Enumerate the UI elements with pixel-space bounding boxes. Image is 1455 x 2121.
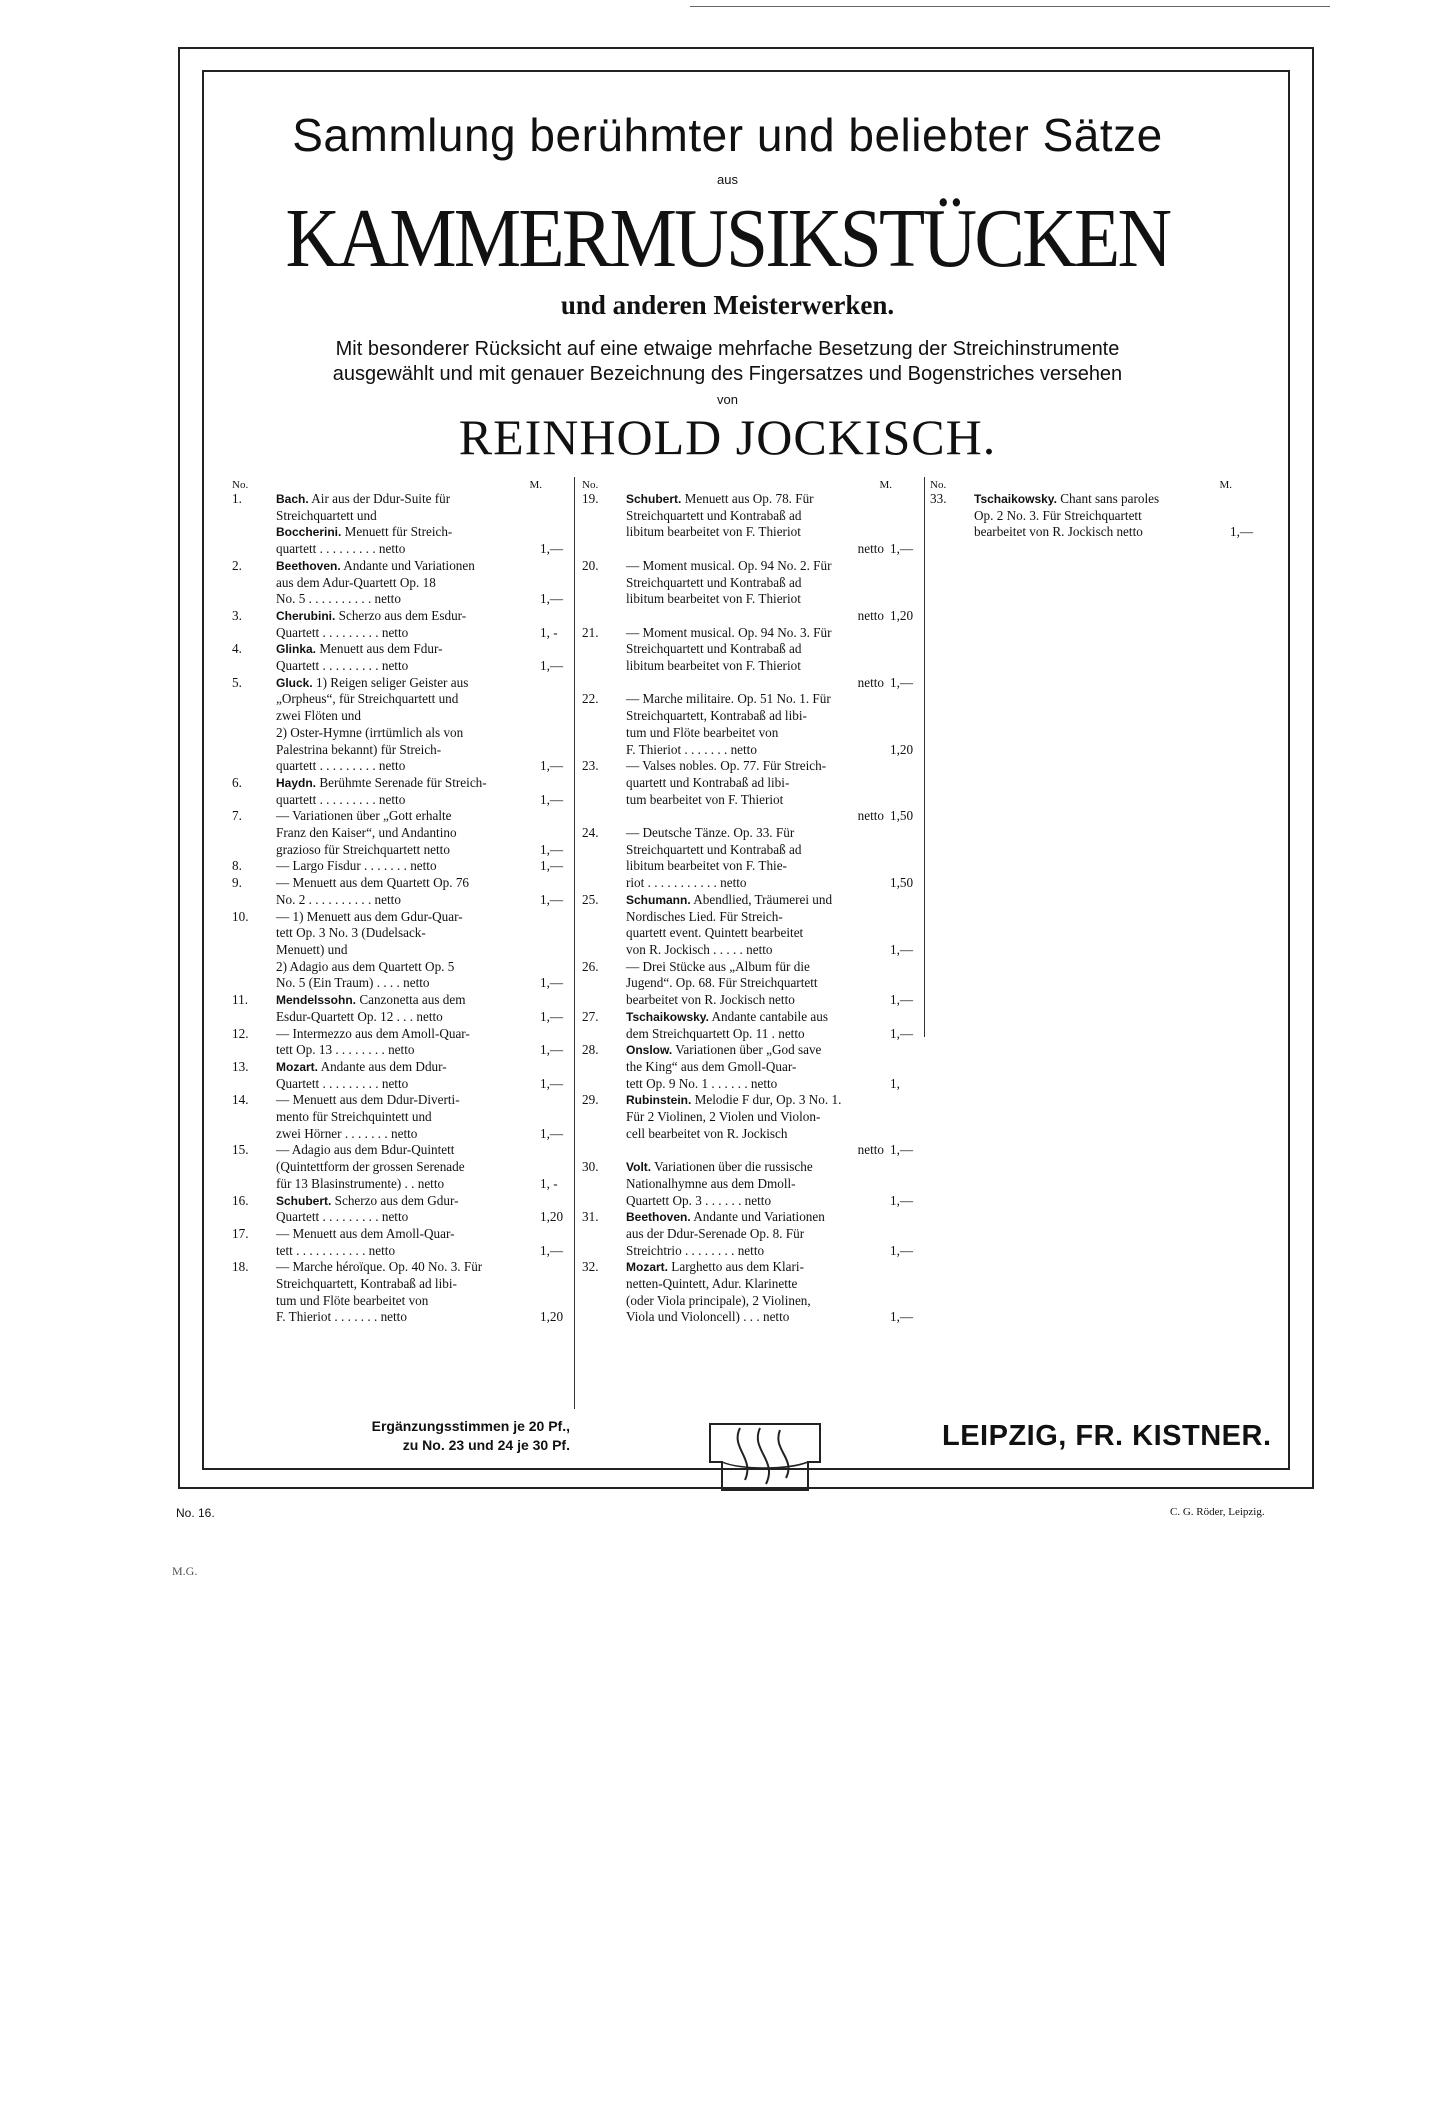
catalog-entry (582, 691, 922, 758)
entry-price: 1,— (540, 891, 564, 907)
entry-number: 20. (582, 557, 599, 573)
entry-description (276, 808, 534, 858)
top-edge-line (690, 6, 1330, 7)
catalog-entry (582, 558, 922, 625)
entry-line: Boccherini. Menuett für Streich- (276, 524, 453, 540)
composer-name: Beethoven. (626, 1210, 691, 1225)
entry-line: — Marche héroïque. Op. 40 No. 3. Für (276, 1259, 483, 1275)
entry-line: Streichquartett, Kontrabaß ad libi- (276, 1276, 457, 1292)
entry-price: 1,20 (540, 1209, 564, 1225)
catalog-entry (582, 825, 922, 892)
entry-price: 1,— (540, 1042, 564, 1058)
entry-description (276, 1092, 534, 1142)
entry-line: tett Op. 9 No. 1 . . . . . . netto (626, 1075, 778, 1091)
entry-number: 4. (232, 641, 242, 657)
entry-line: — Menuett aus dem Ddur-Diverti- (276, 1092, 460, 1108)
entry-list (930, 491, 1262, 541)
entry-line: Nordisches Lied. Für Streich- (626, 908, 783, 924)
catalog-entry (232, 608, 572, 641)
entry-line: Gluck. 1) Reigen seliger Geister aus (276, 674, 469, 690)
composer-name: Tschaikowsky. (626, 1009, 709, 1024)
entry-line: aus dem Adur-Quartett Op. 18 (276, 574, 436, 590)
entry-line: quartett event. Quintett bearbeitet (626, 925, 804, 941)
entry-line: mento für Streichquintett und (276, 1109, 432, 1125)
entry-price: 1,— (540, 791, 564, 807)
entry-line: — Menuett aus dem Quartett Op. 76 (276, 875, 470, 891)
entry-line: von R. Jockisch . . . . . netto (626, 941, 773, 957)
entry-line: — Menuett aus dem Amoll-Quar- (276, 1225, 455, 1241)
catalog-entry (232, 909, 572, 993)
entry-price: 1,— (890, 1309, 914, 1325)
catalog-entry (232, 1059, 572, 1092)
entry-line: Quartett . . . . . . . . . netto (276, 658, 409, 674)
catalog-entry (232, 641, 572, 674)
entry-line: Streichquartett und (276, 507, 377, 523)
stray-mark: M.G. (172, 1564, 198, 1578)
column-divider (924, 477, 925, 1037)
composer-name: Mozart. (626, 1260, 668, 1275)
entry-line: (Quintettform der grossen Serenade (276, 1159, 465, 1175)
catalog-entry (582, 1209, 922, 1259)
entry-number: 18. (232, 1259, 249, 1275)
entry-line: dem Streichquartett Op. 11 . netto (626, 1025, 805, 1041)
entry-price: 1, - (540, 1175, 558, 1191)
entry-line: bearbeitet von R. Jockisch netto (626, 992, 795, 1008)
entry-price: 1,— (540, 591, 564, 607)
column-header (930, 477, 1262, 491)
catalog-entry (232, 1193, 572, 1226)
entry-price: 1,— (540, 841, 564, 857)
catalog-entry (232, 491, 572, 558)
entry-line: riot . . . . . . . . . . . netto (626, 875, 747, 891)
catalog-entry (582, 1092, 922, 1159)
entry-line: — Variationen über „Gott erhalte (276, 808, 452, 824)
entry-number: 14. (232, 1092, 249, 1108)
entry-description (626, 1092, 884, 1159)
entry-description (626, 491, 884, 558)
entry-price: 1,— (890, 1192, 914, 1208)
entry-line: Rubinstein. Melodie F dur, Op. 3 No. 1. (626, 1092, 842, 1108)
composer-name: Volt. (626, 1160, 652, 1175)
entry-line: tett . . . . . . . . . . . netto (276, 1242, 396, 1258)
entry-number: 29. (582, 1092, 599, 1108)
entry-description (276, 1226, 534, 1259)
entry-line: Mozart. Larghetto aus dem Klari- (626, 1259, 804, 1275)
entry-description (276, 1193, 534, 1226)
catalog-entry (232, 1026, 572, 1059)
entry-line: — Adagio aus dem Bdur-Quintett (276, 1142, 455, 1158)
entry-number: 11. (232, 992, 248, 1008)
catalog-entry (930, 491, 1262, 541)
composer-name: Tschaikowsky. (974, 492, 1057, 506)
catalog-entry (232, 808, 572, 858)
composer-name: Onslow. (626, 1043, 673, 1058)
description-line-2: ausgewählt und mit genauer Bezeichnung des Fingersatzes und Bogenstriches versehen (332, 363, 1123, 385)
entry-price: 1,50 (890, 875, 914, 891)
catalog-entry (582, 892, 922, 959)
entry-line: cell bearbeitet von R. Jockisch (626, 1125, 788, 1141)
entry-line: 2) Oster-Hymne (irrtümlich als von (276, 724, 464, 740)
entry-line: Onslow. Variationen über „God save (626, 1042, 822, 1058)
entry-line: — Valses nobles. Op. 77. Für Streich- (626, 758, 827, 774)
entry-description (276, 558, 534, 608)
entry-description (626, 1209, 884, 1259)
entry-description (276, 858, 534, 875)
entry-description (276, 875, 534, 908)
entry-number: 26. (582, 958, 599, 974)
entry-line: the King“ aus dem Gmoll-Quar- (626, 1058, 797, 1074)
composer-name: Boccherini. (276, 525, 342, 540)
entry-number: 7. (232, 808, 242, 824)
column-header (582, 477, 922, 491)
entry-description (276, 909, 534, 993)
entry-description (276, 491, 534, 558)
entry-line: — Largo Fisdur . . . . . . . netto (276, 858, 437, 874)
entry-line: — Drei Stücke aus „Album für die (626, 958, 810, 974)
entry-price: 1,50 (890, 808, 914, 824)
entry-price: 1,— (890, 541, 914, 557)
entry-number: 30. (582, 1159, 599, 1175)
entry-line: 2) Adagio aus dem Quartett Op. 5 (276, 958, 455, 974)
entry-line: Op. 2 No. 3. Für Streichquartett (974, 507, 1142, 523)
catalog-column-3 (930, 477, 1262, 541)
header-m: M. (879, 479, 892, 491)
printer-credit: C. G. Röder, Leipzig. (1170, 1506, 1265, 1518)
entry-number: 31. (582, 1209, 599, 1225)
entry-line: bearbeitet von R. Jockisch netto (974, 524, 1143, 540)
entry-description (276, 1059, 534, 1092)
entry-line: Tschaikowsky. Chant sans paroles (974, 491, 1160, 506)
entry-price: 1,— (540, 1008, 564, 1024)
entry-description (276, 608, 534, 641)
catalog-entry (582, 1159, 922, 1209)
entry-number: 12. (232, 1025, 249, 1041)
supplement-note-line-2: zu No. 23 und 24 je 30 Pf. (402, 1437, 570, 1453)
entry-line: zwei Flöten und (276, 708, 361, 724)
main-title: KAMMERMUSIKSTÜCKEN (285, 192, 1170, 285)
entry-line: — Moment musical. Op. 94 No. 3. Für (626, 624, 832, 640)
subtitle-secondary: und anderen Meisterwerken. (560, 290, 895, 320)
entry-price: 1,— (890, 674, 914, 690)
entry-line: Quartett Op. 3 . . . . . . netto (626, 1192, 772, 1208)
supplement-note-line-1: Ergänzungsstimmen je 20 Pf., (371, 1418, 570, 1434)
entry-line: Quartett . . . . . . . . . netto (276, 1075, 409, 1091)
entry-number: 5. (232, 674, 242, 690)
column-header (232, 477, 572, 491)
entry-line: No. 5 (Ein Traum) . . . . netto (276, 975, 430, 991)
entry-line: Für 2 Violinen, 2 Violen und Violon- (626, 1109, 821, 1125)
entry-line: Mozart. Andante aus dem Ddur- (276, 1058, 447, 1074)
entry-description (626, 1042, 884, 1092)
entry-number: 32. (582, 1259, 599, 1275)
entry-line: Schumann. Abendlied, Träumerei und (626, 891, 833, 907)
entry-line: netto (857, 674, 884, 690)
entry-line: aus der Ddur-Serenade Op. 8. Für (626, 1225, 805, 1241)
entry-description (626, 625, 884, 692)
entry-price: 1,— (540, 975, 564, 991)
entry-list (582, 491, 922, 1326)
entry-line: für 13 Blasinstrumente) . . netto (276, 1175, 445, 1191)
entry-price: 1, - (540, 624, 558, 640)
composer-name: Schubert. (276, 1193, 332, 1208)
catalog-entry (232, 775, 572, 808)
catalog-entry (232, 992, 572, 1025)
entry-line: Nationalhymne aus dem Dmoll- (626, 1175, 796, 1191)
header-m: M. (529, 479, 542, 491)
entry-price: 1,— (1230, 524, 1254, 540)
catalog-entry (232, 875, 572, 908)
entry-line: — Deutsche Tänze. Op. 33. Für (626, 825, 795, 841)
entry-number: 3. (232, 607, 242, 623)
entry-line: Haydn. Berühmte Serenade für Streich- (276, 774, 487, 790)
entry-description (276, 992, 534, 1025)
entry-number: 6. (232, 774, 242, 790)
entry-line: (oder Viola principale), 2 Violinen, (626, 1292, 811, 1308)
entry-description (626, 892, 884, 959)
entry-price: 1,— (890, 992, 914, 1008)
entry-price: 1,— (540, 1125, 564, 1141)
entry-line: netto (857, 1142, 884, 1158)
composer-name: Rubinstein. (626, 1093, 692, 1108)
entry-line: Mendelssohn. Canzonetta aus dem (276, 992, 466, 1008)
composer-name: Bach. (276, 492, 309, 506)
entry-number: 10. (232, 908, 249, 924)
entry-line: Beethoven. Andante und Variationen (276, 557, 475, 573)
entry-line: Tschaikowsky. Andante cantabile aus (626, 1008, 828, 1024)
entry-line: Streichquartett und Kontrabaß ad (626, 574, 802, 590)
entry-price: 1,— (890, 1142, 914, 1158)
entry-line: libitum bearbeitet von F. Thieriot (626, 591, 801, 607)
catalog-entry (582, 1009, 922, 1042)
entry-line: No. 2 . . . . . . . . . . netto (276, 891, 401, 907)
composer-name: Haydn. (276, 775, 317, 790)
entry-line: tett Op. 3 No. 3 (Dudelsack- (276, 925, 426, 941)
composer-name: Schubert. (626, 492, 682, 506)
entry-description (626, 558, 884, 625)
entry-number: 33. (930, 491, 947, 506)
entry-description (626, 1259, 884, 1326)
entry-line: Streichquartett, Kontrabaß ad libi- (626, 708, 807, 724)
author-name: REINHOLD JOCKISCH. (458, 409, 997, 465)
entry-number: 28. (582, 1042, 599, 1058)
entry-number: 21. (582, 624, 599, 640)
entry-line: quartett . . . . . . . . . netto (276, 758, 406, 774)
entry-line: Cherubini. Scherzo aus dem Esdur- (276, 607, 467, 623)
entry-number: 27. (582, 1008, 599, 1024)
entry-line: F. Thieriot . . . . . . . netto (276, 1309, 407, 1325)
entry-line: Streichquartett und Kontrabaß ad (626, 507, 802, 523)
catalog-column-2 (582, 477, 922, 1326)
entry-number: 19. (582, 491, 599, 506)
catalog-entry (232, 1092, 572, 1142)
entry-line: libitum bearbeitet von F. Thieriot (626, 658, 801, 674)
entry-line: Quartett . . . . . . . . . netto (276, 1209, 409, 1225)
entry-line: Palestrina bekannt) für Streich- (276, 741, 442, 757)
catalog-entry (582, 491, 922, 558)
entry-line: Menuett) und (276, 941, 348, 957)
entry-line: netto (857, 808, 884, 824)
catalog-entry (232, 558, 572, 608)
entry-description (276, 1259, 534, 1326)
entry-description (626, 1009, 884, 1042)
entry-line: tum und Flöte bearbeitet von (276, 1292, 429, 1308)
entry-line: — 1) Menuett aus dem Gdur-Quar- (276, 908, 463, 924)
catalog-entry (232, 858, 572, 875)
catalog-entry (232, 1226, 572, 1259)
entry-number: 9. (232, 875, 242, 891)
entry-line: Franz den Kaiser“, und Andantino (276, 825, 457, 841)
entry-price: 1,— (890, 1025, 914, 1041)
entry-description (626, 959, 884, 1009)
description-line-1: Mit besonderer Rücksicht auf eine etwaige mehrfache Besetzung der Streichinstrumente (335, 338, 1120, 360)
entry-line: Schubert. Scherzo aus dem Gdur- (276, 1192, 459, 1208)
entry-description (626, 825, 884, 892)
header-no: No. (930, 479, 947, 491)
entry-description (276, 1026, 534, 1059)
catalog-entry (232, 675, 572, 775)
entry-price: 1,— (540, 658, 564, 674)
composer-name: Mendelssohn. (276, 993, 357, 1008)
entry-line: Glinka. Menuett aus dem Fdur- (276, 641, 443, 657)
composer-name: Gluck. (276, 675, 313, 690)
plate-number: No. 16. (176, 1506, 215, 1520)
entry-line: netto (857, 541, 884, 557)
catalog-entry (232, 1259, 572, 1326)
entry-line: Viola und Violoncell) . . . netto (626, 1309, 790, 1325)
entry-price: 1,— (540, 1242, 564, 1258)
entry-line: zwei Hörner . . . . . . . netto (276, 1125, 418, 1141)
entry-price: 1,— (540, 541, 564, 557)
entry-line: Bach. Air aus der Ddur-Suite für (276, 491, 451, 506)
entry-line: grazioso für Streichquartett netto (276, 841, 450, 857)
composer-name: Schumann. (626, 892, 691, 907)
entry-line: — Moment musical. Op. 94 No. 2. Für (626, 557, 832, 573)
entry-description (276, 641, 534, 674)
catalog-entry (582, 1259, 922, 1326)
composer-name: Mozart. (276, 1059, 318, 1074)
publisher-ornament (700, 1418, 830, 1496)
entry-number: 17. (232, 1225, 249, 1241)
entry-line: libitum bearbeitet von F. Thieriot (626, 524, 801, 540)
entry-number: 24. (582, 825, 599, 841)
header-m: M. (1219, 479, 1232, 491)
von-label: von (717, 392, 738, 407)
entry-price: 1,— (540, 758, 564, 774)
entry-number: 1. (232, 491, 242, 506)
entry-line: Quartett . . . . . . . . . netto (276, 624, 409, 640)
entry-line: Jugend“. Op. 68. Für Streichquartett (626, 975, 818, 991)
entry-number: 16. (232, 1192, 249, 1208)
header-no: No. (582, 479, 599, 491)
entry-price: 1,— (890, 1242, 914, 1258)
entry-price: 1,20 (890, 607, 914, 623)
composer-name: Cherubini. (276, 608, 336, 623)
entry-number: 13. (232, 1058, 249, 1074)
entry-line: No. 5 . . . . . . . . . . netto (276, 591, 401, 607)
entry-line: quartett . . . . . . . . . netto (276, 791, 406, 807)
entry-price: 1,— (540, 1075, 564, 1091)
entry-line: Esdur-Quartett Op. 12 . . . netto (276, 1008, 443, 1024)
entry-line: Streichquartett und Kontrabaß ad (626, 841, 802, 857)
entry-line: F. Thieriot . . . . . . . netto (626, 741, 757, 757)
catalog-entry (232, 1142, 572, 1192)
entry-line: „Orpheus“, für Streichquartett und (276, 691, 459, 707)
entry-line: Beethoven. Andante und Variationen (626, 1209, 825, 1225)
aus-label: aus (717, 172, 738, 187)
entry-price: 1, (890, 1075, 900, 1091)
entry-number: 8. (232, 858, 242, 874)
header-no: No. (232, 479, 249, 491)
entry-price: 1,— (890, 941, 914, 957)
entry-line: Schubert. Menuett aus Op. 78. Für (626, 491, 814, 506)
catalog-entry (582, 625, 922, 692)
entry-description (276, 675, 534, 775)
entry-line: netten-Quintett, Adur. Klarinette (626, 1276, 798, 1292)
column-divider (574, 477, 575, 1409)
entry-line: Streichquartett und Kontrabaß ad (626, 641, 802, 657)
entry-number: 23. (582, 758, 599, 774)
entry-number: 15. (232, 1142, 249, 1158)
catalog-entry (582, 758, 922, 825)
entry-description (276, 1142, 534, 1192)
catalog-column-1 (232, 477, 572, 1326)
entry-line: — Intermezzo aus dem Amoll-Quar- (276, 1025, 470, 1041)
entry-description (626, 1159, 884, 1209)
entry-line: libitum bearbeitet von F. Thie- (626, 858, 787, 874)
entry-line: quartett . . . . . . . . . netto (276, 541, 406, 557)
entry-line: — Marche militaire. Op. 51 No. 1. Für (626, 691, 831, 707)
entry-line: Streichtrio . . . . . . . . netto (626, 1242, 765, 1258)
catalog-entry (582, 959, 922, 1009)
entry-line: tett Op. 13 . . . . . . . . netto (276, 1042, 415, 1058)
entry-description (276, 775, 534, 808)
publisher-imprint: LEIPZIG, FR. KISTNER. (942, 1420, 1272, 1452)
entry-number: 25. (582, 891, 599, 907)
entry-description (626, 758, 884, 825)
entry-number: 22. (582, 691, 599, 707)
entry-price: 1,20 (890, 741, 914, 757)
subtitle: Sammlung berühmter und beliebter Sätze (292, 109, 1163, 161)
entry-line: netto (857, 607, 884, 623)
entry-description (974, 491, 1224, 541)
entry-line: tum und Flöte bearbeitet von (626, 724, 779, 740)
entry-line: quartett und Kontrabaß ad libi- (626, 774, 790, 790)
entry-description (626, 691, 884, 758)
entry-price: 1,20 (540, 1309, 564, 1325)
entry-price: 1,— (540, 858, 564, 874)
entry-list (232, 491, 572, 1326)
composer-name: Beethoven. (276, 558, 341, 573)
entry-line: tum bearbeitet von F. Thieriot (626, 791, 784, 807)
entry-number: 2. (232, 557, 242, 573)
catalog-entry (582, 1042, 922, 1092)
entry-line: Volt. Variationen über die russische (626, 1159, 813, 1175)
composer-name: Glinka. (276, 642, 317, 657)
